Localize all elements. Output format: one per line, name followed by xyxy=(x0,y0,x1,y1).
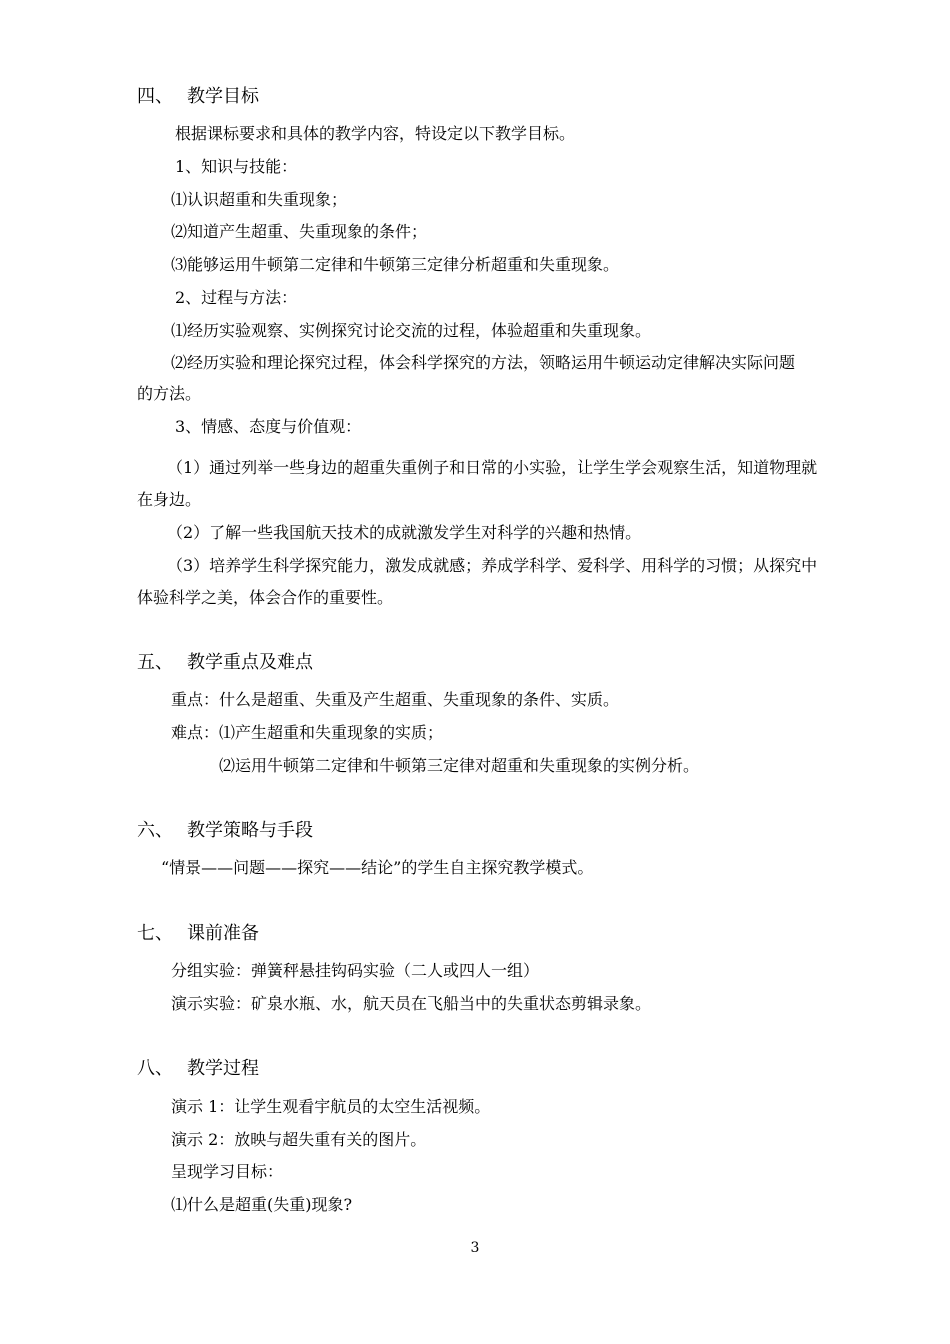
difficulties-line: 难点：⑴产生超重和失重现象的实质； xyxy=(171,723,444,742)
section-number: 四、 xyxy=(137,86,173,107)
section-heading-8 xyxy=(137,1058,259,1080)
section-heading-5 xyxy=(137,652,313,674)
process-line: 呈现学习目标： xyxy=(171,1162,284,1181)
section-title: 教学重点及难点 xyxy=(187,652,313,673)
preparation-line: 分组实验：弹簧秤悬挂钩码实验（二人或四人一组） xyxy=(171,961,540,980)
section-number: 五、 xyxy=(137,652,173,673)
section-number: 六、 xyxy=(137,820,173,841)
section-title: 教学策略与手段 xyxy=(187,820,313,841)
list-item-continuation: 体验科学之美，体会合作的重要性。 xyxy=(137,588,394,607)
list-item: （2）了解一些我国航天技术的成就激发学生对科学的兴趣和热情。 xyxy=(167,523,642,542)
list-item-continuation: 在身边。 xyxy=(137,490,202,509)
subheading-attitudes-values: 3、情感、态度与价值观： xyxy=(175,417,362,436)
subheading-knowledge-skills: 1、知识与技能： xyxy=(175,157,298,176)
difficulties-line: ⑵运用牛顿第二定律和牛顿第三定律对超重和失重现象的实例分析。 xyxy=(219,756,700,775)
list-item: ⑴经历实验观察、实例探究讨论交流的过程，体验超重和失重现象。 xyxy=(171,321,652,340)
process-line: 演示 1：让学生观看宇航员的太空生活视频。 xyxy=(171,1097,491,1116)
section-title: 教学过程 xyxy=(187,1058,259,1079)
list-item-continuation: 的方法。 xyxy=(137,384,202,403)
page-number: 3 xyxy=(470,1240,480,1256)
section-number: 七、 xyxy=(137,923,173,944)
list-item: ⑶能够运用牛顿第二定律和牛顿第三定律分析超重和失重现象。 xyxy=(171,255,620,274)
section-title: 教学目标 xyxy=(187,86,259,107)
paragraph-strategy: “情景——问题——探究——结论”的学生自主探究教学模式。 xyxy=(161,858,594,877)
process-line: 演示 2：放映与超失重有关的图片。 xyxy=(171,1130,427,1149)
preparation-line: 演示实验：矿泉水瓶、水，航天员在飞船当中的失重状态剪辑录象。 xyxy=(171,994,652,1013)
paragraph-intro: 根据课标要求和具体的教学内容，特设定以下教学目标。 xyxy=(175,124,576,143)
section-heading-6 xyxy=(137,820,313,842)
list-item: ⑵经历实验和理论探究过程，体会科学探究的方法，领略运用牛顿运动定律解决实际问题 xyxy=(171,353,796,372)
section-title: 课前准备 xyxy=(187,923,259,944)
list-item: ⑵知道产生超重、失重现象的条件； xyxy=(171,222,428,241)
subheading-process-methods: 2、过程与方法： xyxy=(175,288,298,307)
section-heading-4 xyxy=(137,86,259,108)
list-item: （1）通过列举一些身边的超重失重例子和日常的小实验，让学生学会观察生活，知道物理就 xyxy=(167,458,818,477)
section-number: 八、 xyxy=(137,1058,173,1079)
list-item: ⑴认识超重和失重现象； xyxy=(171,190,348,209)
section-heading-7 xyxy=(137,923,259,945)
list-item: （3）培养学生科学探究能力，激发成就感；养成学科学、爱科学、用科学的习惯；从探究中 xyxy=(167,556,818,575)
process-line: ⑴什么是超重(失重)现象? xyxy=(171,1195,353,1214)
key-points-line: 重点：什么是超重、失重及产生超重、失重现象的条件、实质。 xyxy=(171,690,620,709)
